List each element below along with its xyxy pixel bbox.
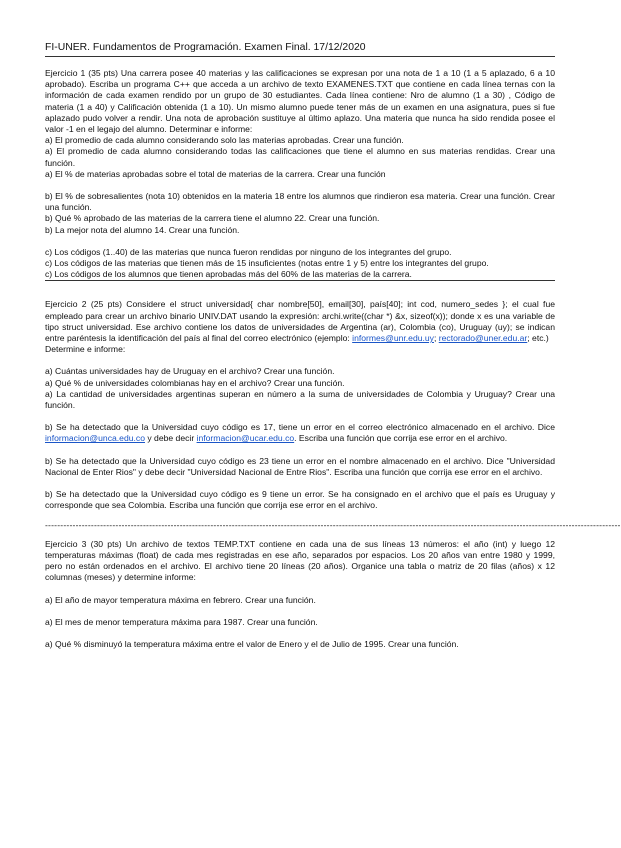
ex1-item-a2: a) El promedio de cada alumno considerando todas las calificaciones que tiene el alumno en sus materias rendidas. Crear una función. — [45, 146, 555, 168]
ex2-item-b2: b) Se ha detectado que la Universidad cuyo código es 23 tiene un error en el nombre almacenado en el archivo. Dice "Universidad Nacional de Enter Rios" y debe decir "Universidad Nacional de Entre Rios". Escriba una función que corrija ese error en el archivo. — [45, 455, 555, 477]
ex1-intro: Ejercicio 1 (35 pts) Una carrera posee 40 materias y las calificaciones se expresan por una nota de 1 a 10 (1 a 5 aplazado, 6 a 10 aprobado). Escriba un programa C++ que acceda a un archivo de texto EXAMENES.TXT que contiene en cada línea ternas con la información de cada examen rendido por un grupo de 30 estudiantes. Cada línea contiene: Nro de alumno (1 a 30) , Código de materia (1 a 40) y Calificación obtenida (1 a 10). Un mismo alumno puede tener más de un examen en una asignatura, pues si fue aplazado pudo volver a rendir. Una nota de aprobación sustituye al último aplazo. Una materia que nunca ha sido rendida posee el valor -1 en el legajo del alumno. Determinar e informe: — [45, 68, 555, 135]
dashed-separator: -------------------------------------------------------------------------------------------------------------------------------------------------------------------------------------------- — [45, 519, 621, 530]
ex1-item-c1: c) Los códigos (1..40) de las materias que nunca fueron rendidas por ninguno de los integrantes del grupo. — [45, 246, 452, 257]
ex2-item-b1 — [45, 422, 555, 444]
exam-page — [45, 42, 621, 650]
ex3-item-a3: a) Qué % disminuyó la temperatura máxima entre el valor de Enero y el de Julio de 1995. Crear una función. — [45, 638, 459, 649]
ex2-item-a2: a) Qué % de universidades colombianas hay en el archivo? Crear una función. — [45, 377, 345, 388]
ex2-determine: Determine e informe: — [45, 344, 126, 355]
ex2-item-a3: a) La cantidad de universidades argentinas superan en número a la suma de universidades de Colombia y Uruguay? Crear una función. — [45, 388, 555, 411]
exercise-1 — [45, 68, 555, 281]
ex1-item-a3: a) El % de materias aprobadas sobre el total de materias de la carrera. Crear una función — [45, 168, 386, 179]
exercise-2 — [45, 299, 555, 511]
ex2-intro-sep: ; — [433, 333, 439, 344]
ex1-item-a1: a) El promedio de cada alumno considerando solo las materias aprobadas. Crear una función. — [45, 135, 404, 146]
ex1-item-b2: b) Qué % aprobado de las materias de la carrera tiene el alumno 22. Crear una función. — [45, 213, 380, 224]
ex2-item-b3: b) Se ha detectado que la Universidad cuyo código es 9 tiene un error. Se ha consignado en el archivo que el país es Uruguay y corresponde que sea Colombia. Escriba una función que corrija ese error en el archivo. — [45, 489, 555, 511]
exercise-3 — [45, 539, 555, 650]
ex1-item-c2: c) Los códigos de las materias que tienen más de 15 insuficientes (notas entre 1 y 5) entre los integrantes del grupo. — [45, 258, 489, 269]
ex3-intro: Ejercicio 3 (30 pts) Un archivo de textos TEMP.TXT contiene en cada una de sus líneas 13 números: el año (int) y luego 12 temperaturas máximas (float) de cada mes registradas en ese año, separados por espacios. Los 20 años van entre 1980 y 1999, pero no están ordenados en el archivo. El archivo tiene 20 líneas (20 años). Organice una tabla o matriz de 20 filas (años) x 12 columnas (meses) y determine informe: — [45, 538, 555, 583]
email-link-uner[interactable]: rectorado@uner.edu.ar — [438, 333, 528, 344]
ex2-intro — [45, 299, 555, 344]
email-link-ucar[interactable]: informacion@ucar.edu.co — [196, 433, 295, 444]
ex2-item-a1: a) Cuántas universidades hay de Uruguay en el archivo? Crear una función. — [45, 366, 335, 377]
ex1-item-b1: b) El % de sobresalientes (nota 10) obtenidos en la materia 18 entre los alumnos que rindieron esa materia. Crear una función. Crear una función. — [45, 191, 555, 213]
ex2-b1-mid: y debe decir — [144, 433, 197, 444]
exam-header: FI-UNER. Fundamentos de Programación. Examen Final. 17/12/2020 — [45, 42, 555, 57]
ex1-item-b3: b) La mejor nota del alumno 14. Crear una función. — [45, 224, 240, 235]
ex2-intro-end: ; etc.) — [527, 333, 549, 344]
email-link-unr[interactable]: informes@unr.edu.uy — [352, 333, 434, 344]
ex2-b1-text: b) Se ha detectado que la Universidad cuyo código es 17, tiene un error en el correo electrónico almacenado en el archivo. Dice — [45, 422, 555, 433]
ex2-b1-end: . Escriba una función que corrija ese error en el archivo. — [294, 433, 508, 444]
ex2-intro-text: Ejercicio 2 (25 pts) Considere el struct universidad{ char nombre[50], email[30], país[40]; int cod, numero_sedes }; el cual fue empleado para crear un archivo binario UNIV.DAT usando la expresión: archi.write((char *) &x, sizeof(x)); donde x es una variable de tipo struct universidad. Ese archivo contiene los datos de universidades de Argentina (ar), Colombia (co), Uruguay (uy); se indican entre paréntesis la identificación del país al final del correo electrónico (ejemplo: — [45, 299, 555, 344]
ex3-item-a1: a) El año de mayor temperatura máxima en febrero. Crear una función. — [45, 594, 316, 605]
ex1-item-c3: c) Los códigos de los alumnos que tienen aprobadas más del 60% de las materias de la carrera. — [45, 269, 555, 281]
email-link-unca[interactable]: informacion@unca.edu.co — [45, 433, 145, 444]
ex3-item-a2: a) El mes de menor temperatura máxima para 1987. Crear una función. — [45, 616, 318, 627]
